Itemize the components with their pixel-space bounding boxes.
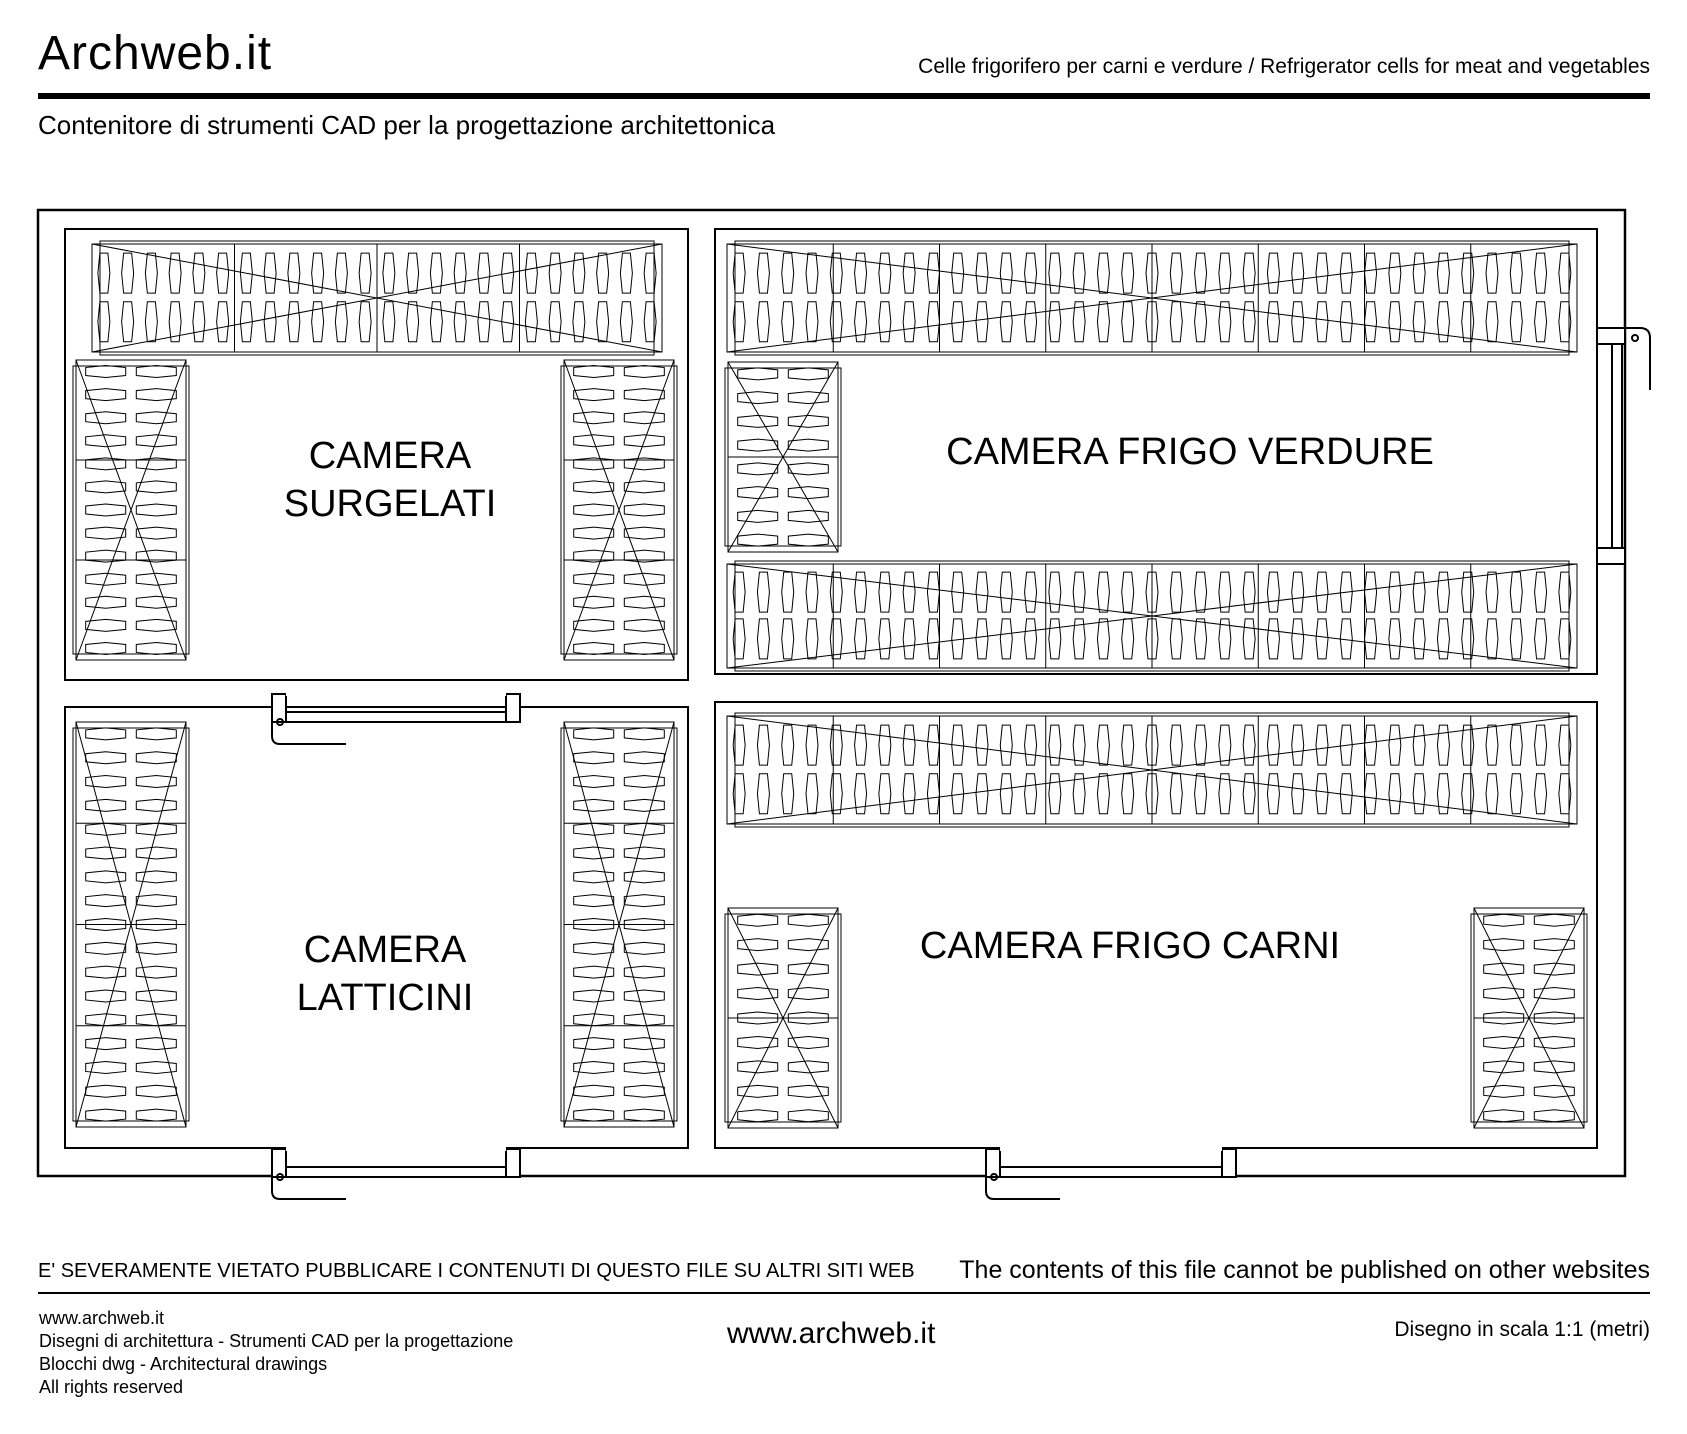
room-label-latticini-line2: LATTICINI xyxy=(296,977,474,1019)
shelving-rack-carni-right xyxy=(1471,908,1587,1128)
shelving-rack-surgelati-left xyxy=(73,360,189,660)
shelving-rack-surgelati-top xyxy=(92,241,662,355)
room-label-latticini xyxy=(235,926,535,1022)
footer-line-4: All rights reserved xyxy=(39,1377,184,1397)
room-label-surgelati-line1: CAMERA xyxy=(308,435,472,477)
room-label-frigo-verdure: CAMERA FRIGO VERDURE xyxy=(946,431,1434,473)
shelving-rack-verdure-left xyxy=(725,362,841,552)
shelving-rack-latticini-right xyxy=(561,722,677,1127)
door-carni-exit xyxy=(986,1149,1236,1199)
shelving-rack-surgelati-right xyxy=(561,360,677,660)
shelving-rack-verdure-top xyxy=(727,241,1577,355)
footer-line-3: Blocchi dwg - Architectural drawings xyxy=(39,1354,328,1374)
room-label-surgelati-line2: SURGELATI xyxy=(283,483,497,525)
door-surgelati-latticini xyxy=(272,694,520,744)
room-label-latticini-line1: CAMERA xyxy=(303,929,467,971)
drawing-title: Celle frigorifero per carni e verdure / Refrigerator cells for meat and vegetables xyxy=(918,55,1650,78)
room-label-surgelati xyxy=(240,432,540,528)
footer-url-link[interactable]: www.archweb.it xyxy=(727,1317,936,1350)
footer-line-2: Disegni di architettura - Strumenti CAD per la progettazione xyxy=(39,1331,514,1351)
shelving-rack-verdure-bottom xyxy=(727,561,1577,671)
shelving-rack-latticini-left xyxy=(73,722,189,1127)
brand-logo-text: Archweb.it xyxy=(38,27,273,80)
room-label-frigo-carni: CAMERA FRIGO CARNI xyxy=(919,925,1341,967)
copyright-notice-en: The contents of this file cannot be published on other websites xyxy=(959,1256,1650,1284)
shelving-rack-carni-left xyxy=(725,908,841,1128)
door-verdure-side xyxy=(1597,328,1650,564)
footer-line-1[interactable]: www.archweb.it xyxy=(39,1308,165,1328)
copyright-notice-it: E' SEVERAMENTE VIETATO PUBBLICARE I CONTENUTI DI QUESTO FILE SU ALTRI SITI WEB xyxy=(38,1260,915,1282)
subtitle: Contenitore di strumenti CAD per la progettazione architettonica xyxy=(38,110,776,140)
scale-note: Disegno in scala 1:1 (metri) xyxy=(1394,1318,1650,1341)
footer-rule xyxy=(38,1292,1650,1294)
shelving-rack-carni-top xyxy=(727,713,1577,827)
door-latticini-exit xyxy=(272,1149,520,1199)
